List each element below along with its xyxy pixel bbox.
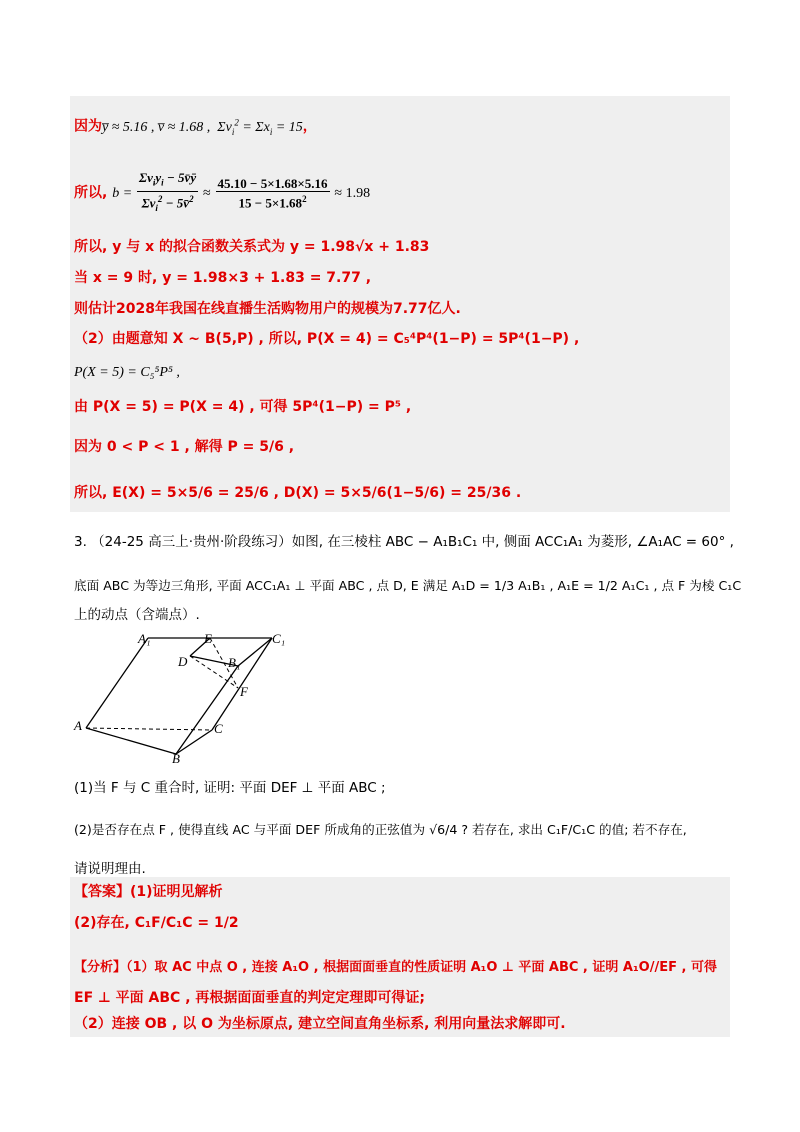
analysis-line2: EF ⊥ 平面 ABC , 再根据面面垂直的判定定理即可得证;: [74, 990, 425, 1006]
prism-figure: [70, 626, 300, 761]
solution1-line1: 因为y̅ ≈ 5.16 , v̅ ≈ 1.68 , $\Sigma v_i^2 = \Sigma x_i = 15$，: [74, 117, 317, 137]
label-d: D: [178, 654, 188, 669]
label-e: E: [204, 631, 212, 646]
solution2-line1: （2）由题意知 X ~ B(5,P) , 所以, P(X = 4) = C₅⁴P⁴(1−P) = 5P⁴(1−P) ,: [74, 331, 580, 347]
label-f: F: [240, 684, 248, 699]
sum-values-math: y̅ ≈ 5.16 , v̅ ≈ 1.68 , $\Sigma v_i^2 = \Sigma x_i = 15$: [102, 117, 303, 137]
problem3-line2: 底面 ABC 为等边三角形, 平面 ACC₁A₁ ⊥ 平面 ABC , 点 D, E 满足 A₁D = 1/3 A₁B₁ , A₁E = 1/2 A₁C₁ , 点 F 为棱 C₁C: [74, 578, 742, 593]
problem3-line1: 3. （24-25 高三上·贵州·阶段练习）如图, 在三棱柱 ABC − A₁B₁C₁ 中, 侧面 ACC₁A₁ 为菱形, ∠A₁AC = 60° ,: [74, 534, 734, 550]
question-1: (1)当 F 与 C 重合时, 证明: 平面 DEF ⊥ 平面 ABC ;: [74, 780, 386, 796]
answer-line2: (2)存在, C₁F/C₁C = 1/2: [74, 915, 239, 931]
solution1-estimate: 则估计2028年我国在线直播生活购物用户的规模为7.77亿人.: [74, 301, 461, 317]
solution1-b-formula: 所以, b = $\frac{\Sigma v_iy_i - 5v̄ȳ}{\Sigma v_i^2 - 5v̄^2}$ ≈ $\frac{45.10 - 5\times 1.68\times 5.16}{15 - 5\times 1.68^2}$ ≈ 1.98: [74, 170, 370, 216]
solution2-line4: 因为 0 < P < 1 , 解得 P = 5/6 ,: [74, 439, 295, 455]
analysis-line3: （2）连接 OB , 以 O 为坐标原点, 建立空间直角坐标系, 利用向量法求解即可.: [74, 1016, 566, 1032]
b-fraction: $\frac{\Sigma v_iy_i - 5v̄ȳ}{\Sigma v_i^2 - 5v̄^2}$: [139, 170, 197, 213]
solution2-line5: 所以, E(X) = 5×5/6 = 25/6 , D(X) = 5×5/6(1−5/6) = 25/36 .: [74, 485, 522, 501]
solution1-fit: 所以, y 与 x 的拟合函数关系式为 y = 1.98√x + 1.83: [74, 239, 430, 255]
solution2-line3: 由 P(X = 5) = P(X = 4) , 可得 5P⁴(1−P) = P⁵ ,: [74, 399, 412, 415]
analysis-line1: 【分析】（1）取 AC 中点 O , 连接 A₁O , 根据面面垂直的性质证明 A₁O ⊥ 平面 ABC , 证明 A₁O//EF , 可得: [74, 960, 717, 975]
answer-line1: 【答案】(1)证明见解析: [74, 884, 223, 900]
label-c1: C₁: [272, 631, 286, 646]
label-a1: A₁: [138, 631, 151, 646]
label-b: B: [172, 751, 180, 766]
question-2: (2)是否存在点 F , 使得直线 AC 与平面 DEF 所成角的正弦值为 √6/4 ? 若存在, 求出 C₁F/C₁C 的值; 若不存在,: [74, 822, 687, 837]
solution1-when-x9: 当 x = 9 时, y = 1.98×3 + 1.83 = 7.77 ,: [74, 270, 372, 286]
question-2-cont: 请说明理由.: [74, 861, 146, 877]
solution2-line2: P(X = 5) = C₅⁵P⁵ ,: [74, 365, 180, 380]
label-a: A: [74, 718, 82, 733]
problem3-line3: 上的动点（含端点）.: [74, 607, 200, 623]
label-b1: B₁: [228, 655, 241, 670]
label-c: C: [214, 721, 223, 736]
